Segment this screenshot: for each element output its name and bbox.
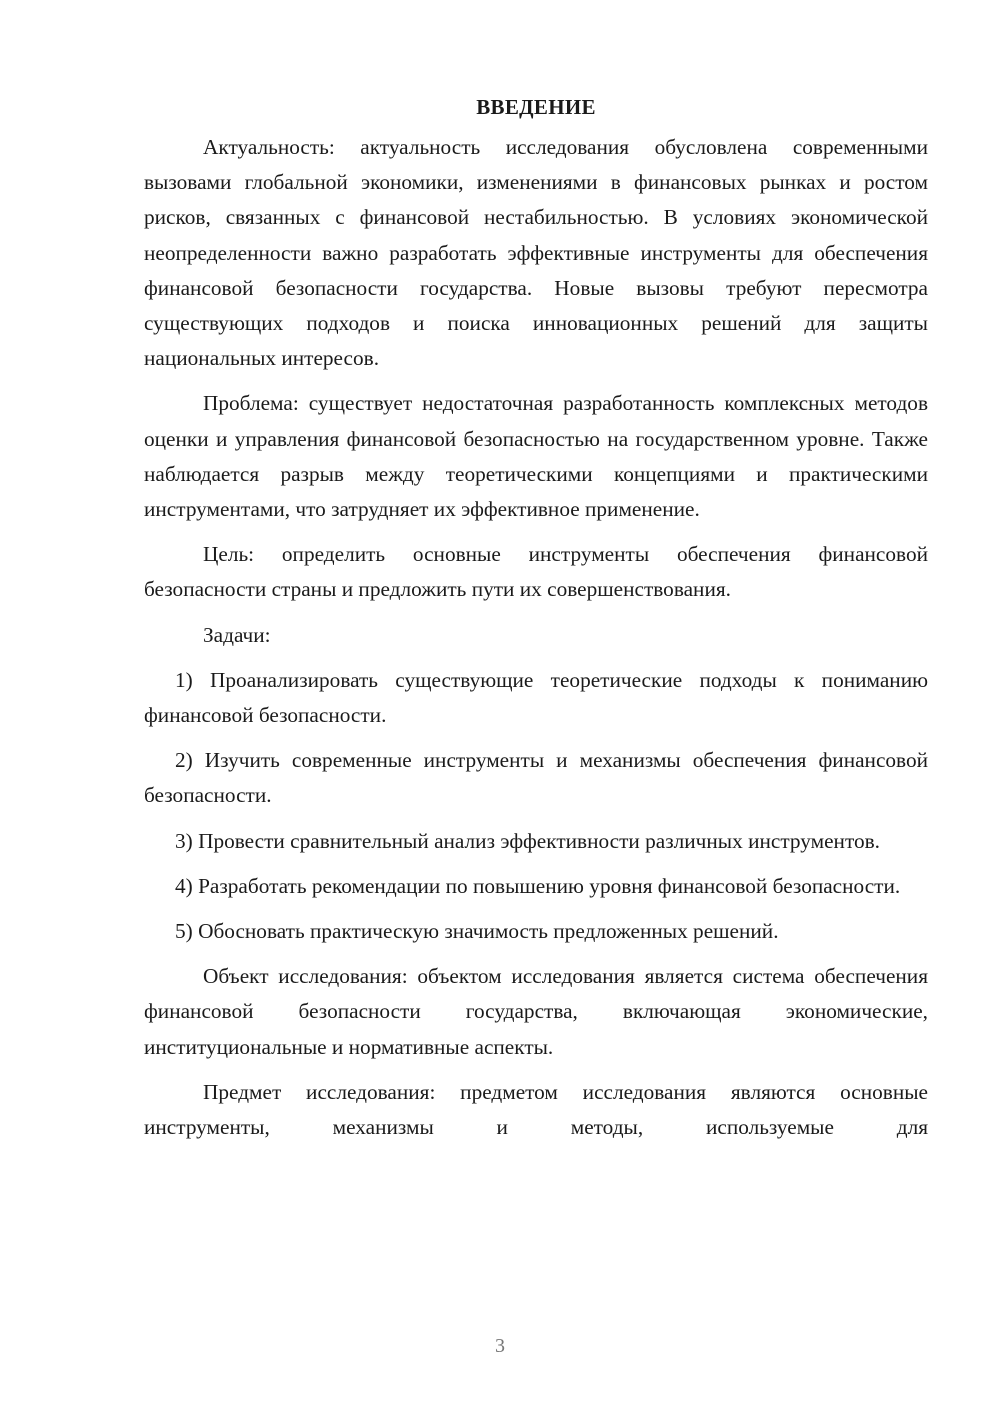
page-number: 3 [495,1335,505,1357]
section-heading: ВВЕДЕНИЕ [476,95,596,119]
task-item-3: 3) Провести сравнительный анализ эффективности различных инструментов. [175,828,881,853]
paragraph-relevance: Актуальность: актуальность исследования обусловлена современными вызовами глобальной экономики, изменениями в финансовых рынках и ростом рисков, связанных с финансовой нестабильностью. В условиях экономической неопределенности важно разработать эффективные инструменты для обеспечения финансовой безопасности государства. Новые вызовы требуют пересмотра существующих подходов и поиска инновационных решений для защиты национальных интересов. [144,135,928,371]
paragraph-problem: Проблема: существует недостаточная разработанность комплексных методов оценки и управления финансовой безопасностью на государственном уровне. Также наблюдается разрыв между теоретическими концепциями и практическими инструментами, что затрудняет их эффективное применение. [144,391,928,522]
paragraph-subject: Предмет исследования: предметом исследования являются основные инструменты, механизмы и методы, используемые для [144,1079,928,1140]
task-item-2: 2) Изучить современные инструменты и механизмы обеспечения финансовой безопасности. [144,748,928,808]
document-page [144,92,928,1145]
paragraph-object: Объект исследования: объектом исследования является система обеспечения финансовой безопасности государства, включающая экономические, институциональные и нормативные аспекты. [144,964,928,1059]
task-item-5: 5) Обосновать практическую значимость предложенных решений. [175,919,779,944]
paragraph-goal: Цель: определить основные инструменты обеспечения финансовой безопасности страны и предложить пути их совершенствования. [144,542,928,602]
task-item-1: 1) Проанализировать существующие теоретические подходы к пониманию финансовой безопасности. [144,667,928,728]
task-item-4: 4) Разработать рекомендации по повышению уровня финансовой безопасности. [175,873,901,898]
tasks-label: Задачи: [203,622,271,647]
